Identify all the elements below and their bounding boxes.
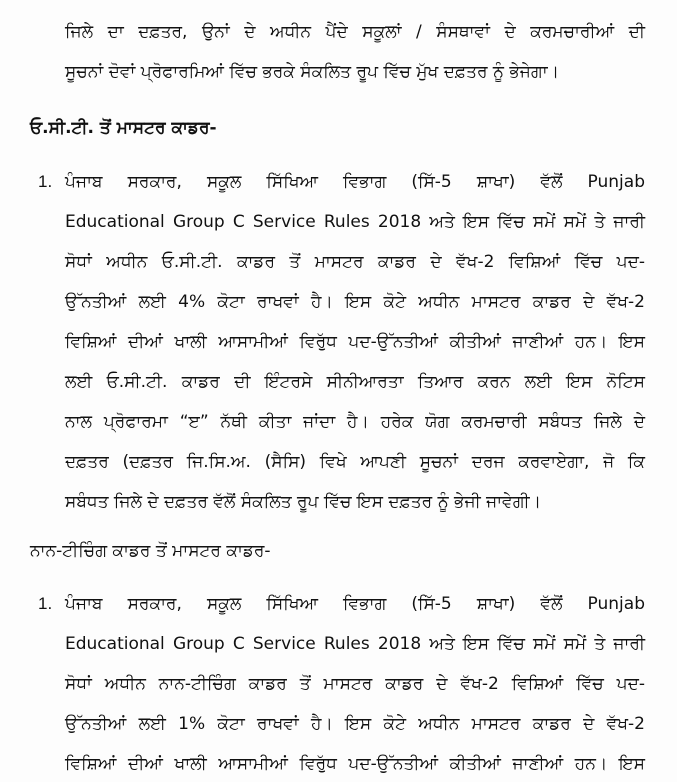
list-item-number: 1. xyxy=(38,172,53,191)
paragraph-line: ਲਈ ਓ.ਸੀ.ਟੀ. ਕਾਡਰ ਦੀ ਇੰਟਰਸੇ ਸੀਨੀਆਰਤਾ ਤਿਆਰ ਕਰਨ ਲਈ ਇਸ ਨੋਟਿਸ xyxy=(65,372,645,392)
section-heading-oct-to-master: ਓ.ਸੀ.ਟੀ. ਤੋਂ ਮਾਸਟਰ ਕਾਡਰ- xyxy=(30,118,217,138)
paragraph-line: Educational Group C Service Rules 2018 ਅਤੇ ਇਸ ਵਿੱਚ ਸਮੇਂ ਸਮੇਂ ਤੇ ਜਾਰੀ xyxy=(65,212,645,232)
paragraph-line: ਉੱਨਤੀਆਂ ਲਈ 1% ਕੋਟਾ ਰਾਖਵਾਂ ਹੈ। ਇਸ ਕੋਟੇ ਅਧੀਨ ਮਾਸਟਰ ਕਾਡਰ ਦੇ ਵੱਖ-2 xyxy=(65,714,645,734)
paragraph-line: ਦਫ਼ਤਰ (ਦਫ਼ਤਰ ਜਿ.ਸਿ.ਅ. (ਸੈਸਿ) ਵਿਖੇ ਆਪਣੀ ਸੂਚਨਾਂ ਦਰਜ ਕਰਵਾਏਗਾ, ਜੋ ਕਿ xyxy=(65,452,645,472)
intro-line: ਸੂਚਨਾਂ ਦੋਵਾਂ ਪ੍ਰੋਫਾਰਮਿਆਂ ਵਿੱਚ ਭਰਕੇ ਸੰਕਲਿਤ ਰੂਪ ਵਿੱਚ ਮੁੱਖ ਦਫ਼ਤਰ ਨੂੰ ਭੇਜੇਗਾ। xyxy=(65,62,560,82)
intro-line: ਜਿਲੇ ਦਾ ਦਫ਼ਤਰ, ਉਨਾਂ ਦੇ ਅਧੀਨ ਪੈਂਦੇ ਸਕੂਲਾਂ / ਸੰਸਥਾਵਾਂ ਦੇ ਕਰਮਚਾਰੀਆਂ ਦੀ xyxy=(65,22,645,42)
paragraph-line: ਪੰਜਾਬ ਸਰਕਾਰ, ਸਕੂਲ ਸਿੱਖਿਆ ਵਿਭਾਗ (ਸਿੱ-5 ਸ਼ਾਖਾ) ਵੱਲੋਂ Punjab xyxy=(65,172,645,192)
section-heading-non-teaching-to-master: ਨਾਨ-ਟੀਚਿੰਗ ਕਾਡਰ ਤੋਂ ਮਾਸਟਰ ਕਾਡਰ- xyxy=(30,541,271,561)
paragraph-line: ਵਿਸ਼ਿਆਂ ਦੀਆਂ ਖਾਲੀ ਆਸਾਮੀਆਂ ਵਿਰੁੱਧ ਪਦ-ਉੱਨਤੀਆਂ ਕੀਤੀਆਂ ਜਾਣੀਆਂ ਹਨ। ਇਸ xyxy=(65,754,645,774)
paragraph-line: ਨਾਲ ਪ੍ਰੋਫਾਰਮਾ “ੲ” ਨੱਥੀ ਕੀਤਾ ਜਾਂਦਾ ਹੈ। ਹਰੇਕ ਯੋਗ ਕਰਮਚਾਰੀ ਸਬੰਧਤ ਜਿਲੇ ਦੇ xyxy=(65,412,645,432)
paragraph-line: ਵਿਸ਼ਿਆਂ ਦੀਆਂ ਖਾਲੀ ਆਸਾਮੀਆਂ ਵਿਰੁੱਧ ਪਦ-ਉੱਨਤੀਆਂ ਕੀਤੀਆਂ ਜਾਣੀਆਂ ਹਨ। ਇਸ xyxy=(65,332,645,352)
paragraph-line: ਸਬੰਧਤ ਜਿਲੇ ਦੇ ਦਫ਼ਤਰ ਵੱਲੋਂ ਸੰਕਲਿਤ ਰੂਪ ਵਿੱਚ ਇਸ ਦਫ਼ਤਰ ਨੂੰ ਭੇਜੀ ਜਾਵੇਗੀ। xyxy=(65,492,542,512)
paragraph-line: ਸੋਧਾਂ ਅਧੀਨ ਓ.ਸੀ.ਟੀ. ਕਾਡਰ ਤੋਂ ਮਾਸਟਰ ਕਾਡਰ ਦੇ ਵੱਖ-2 ਵਿਸ਼ਿਆਂ ਵਿੱਚ ਪਦ- xyxy=(65,252,645,272)
list-item-number: 1. xyxy=(38,594,53,613)
paragraph-line: ਪੰਜਾਬ ਸਰਕਾਰ, ਸਕੂਲ ਸਿੱਖਿਆ ਵਿਭਾਗ (ਸਿੱ-5 ਸ਼ਾਖਾ) ਵੱਲੋਂ Punjab xyxy=(65,594,645,614)
paragraph-line: ਉੱਨਤੀਆਂ ਲਈ 4% ਕੋਟਾ ਰਾਖਵਾਂ ਹੈ। ਇਸ ਕੋਟੇ ਅਧੀਨ ਮਾਸਟਰ ਕਾਡਰ ਦੇ ਵੱਖ-2 xyxy=(65,292,645,312)
paragraph-line: ਸੋਧਾਂ ਅਧੀਨ ਨਾਨ-ਟੀਚਿੰਗ ਕਾਡਰ ਤੋਂ ਮਾਸਟਰ ਕਾਡਰ ਦੇ ਵੱਖ-2 ਵਿਸ਼ਿਆਂ ਵਿੱਚ ਪਦ- xyxy=(65,674,645,694)
paragraph-line: Educational Group C Service Rules 2018 ਅਤੇ ਇਸ ਵਿੱਚ ਸਮੇਂ ਸਮੇਂ ਤੇ ਜਾਰੀ xyxy=(65,634,645,654)
